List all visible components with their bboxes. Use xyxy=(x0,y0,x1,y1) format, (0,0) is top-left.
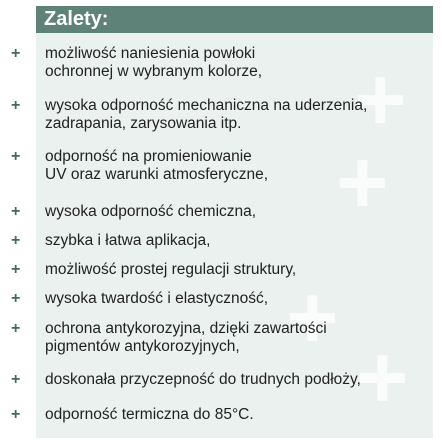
plus-icon: + xyxy=(11,371,21,388)
plus-icon: + xyxy=(11,148,21,165)
list-item-text: doskonała przyczepność do trudnych podłoży, xyxy=(45,371,361,388)
plus-icon: + xyxy=(11,261,21,278)
decorative-plus-icon: + xyxy=(356,328,409,428)
plus-icon: + xyxy=(11,320,21,337)
list-item-text: wysoka odporność chemiczna, xyxy=(45,203,257,220)
plus-icon: + xyxy=(11,290,21,307)
plus-icon: + xyxy=(11,45,21,62)
list-item-text: ochrona antykorozyjna, dzięki zawartości pigmentów antykorozyjnych, xyxy=(45,320,327,355)
section-title: Zalety: xyxy=(36,6,433,33)
decorative-plus-icon: + xyxy=(354,50,407,150)
plus-icon: + xyxy=(11,406,21,423)
plus-icon: + xyxy=(11,203,21,220)
list-item-text: wysoka odporność mechaniczna na uderzenia, zadrapania, zarysowania itp. xyxy=(45,97,368,132)
list-item-text: odporność termiczna do 85°C. xyxy=(45,406,254,423)
list-item-text: możliwość naniesienia powłoki ochronnej w wybranym kolorze, xyxy=(45,45,263,80)
decorative-plus-icon: + xyxy=(286,268,339,368)
plus-icon: + xyxy=(11,232,21,249)
list-item-text: odporność na promieniowanie UV oraz warunki atmosferyczne, xyxy=(45,148,269,183)
plus-icon: + xyxy=(11,97,21,114)
list-item-text: możliwość prostej regulacji struktury, xyxy=(45,261,297,278)
decorative-plus-icon: + xyxy=(336,133,389,233)
list-item-text: szybka i łatwa aplikacja, xyxy=(45,232,211,249)
list-item-text: wysoka twardość i elastyczność, xyxy=(45,290,269,307)
